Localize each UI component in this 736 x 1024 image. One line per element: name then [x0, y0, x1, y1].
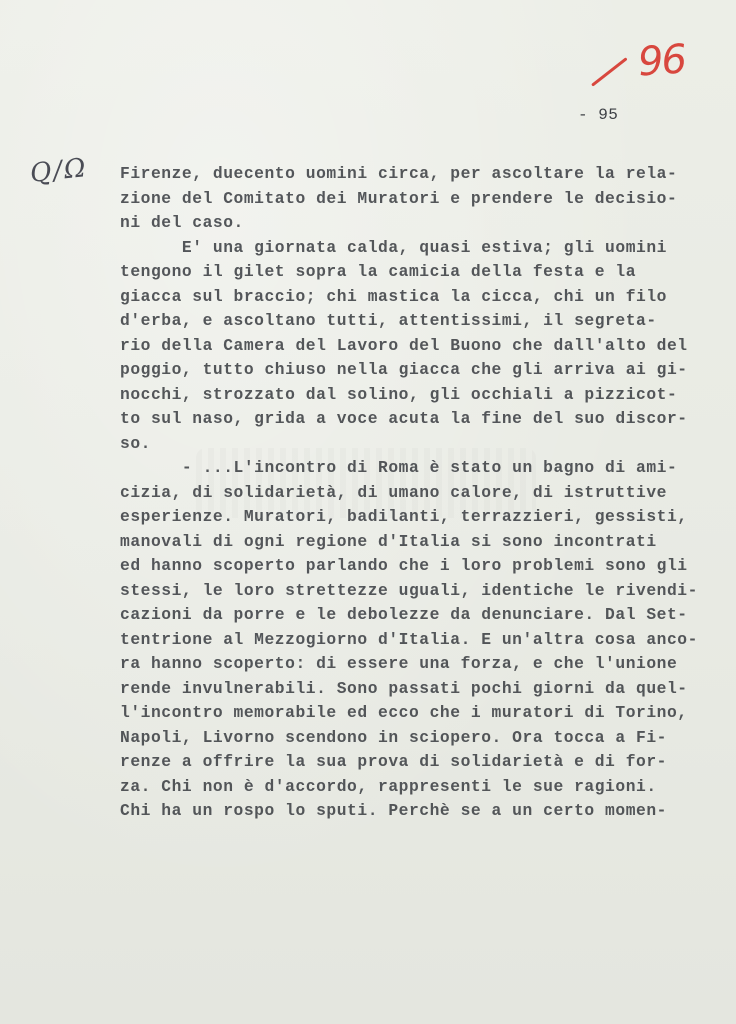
- text-line: cazioni da porre e le debolezze da denunciare. Dal Set-: [120, 605, 688, 624]
- text-line: ni del caso.: [120, 213, 244, 232]
- text-line: cizia, di solidarietà, di umano calore, di istruttive: [120, 482, 667, 502]
- text-line: renze a offrire la sua prova di solidarietà e di for-: [120, 752, 667, 771]
- text-line: l'incontro memorabile ed ecco che i muratori di Torino,: [120, 703, 688, 722]
- text-line: Napoli, Livorno scendono in sciopero. Ora tocca a Fi-: [120, 727, 667, 747]
- text-line: zione del Comitato dei Muratori e prendere le decisio-: [120, 188, 678, 208]
- text-line: za. Chi non è d'accordo, rappresenti le sue ragioni.: [120, 776, 657, 796]
- text-line: nocchi, strozzato dal solino, gli occhiali a pizzicot-: [120, 384, 678, 404]
- text-line: E' una giornata calda, quasi estiva; gli uomini: [120, 237, 667, 257]
- text-line: - ...L'incontro di Roma è stato un bagno di ami-: [120, 458, 678, 477]
- red-pencil-stroke: [591, 57, 628, 86]
- typed-text-body: [120, 162, 698, 824]
- text-line: tengono il gilet sopra la camicia della festa e la: [120, 262, 637, 281]
- text-line: giacca sul braccio; chi mastica la cicca, chi un filo: [120, 286, 667, 306]
- text-line: to sul naso, grida a voce acuta la fine del suo discor-: [120, 409, 688, 428]
- text-line: Chi ha un rospo lo sputi. Perchè se a un certo momen-: [120, 801, 667, 820]
- text-line: manovali di ogni regione d'Italia si sono incontrati: [120, 531, 657, 551]
- text-line: stessi, le loro strettezze uguali, identiche le rivendi-: [120, 580, 698, 600]
- handwritten-page-number: 96: [636, 36, 687, 86]
- text-line: poggio, tutto chiuso nella giacca che gli arriva ai gi-: [120, 360, 688, 379]
- text-line: d'erba, e ascoltano tutti, attentissimi, il segreta-: [120, 311, 657, 330]
- text-line: ra hanno scoperto: di essere una forza, e che l'unione: [120, 654, 678, 673]
- text-line: rende invulnerabili. Sono passati pochi giorni da quel-: [120, 678, 688, 698]
- text-line: Firenze, duecento uomini circa, per ascoltare la rela-: [120, 164, 678, 183]
- typed-page-number: - 95: [578, 106, 619, 124]
- margin-annotation: Q/Ω: [28, 153, 90, 189]
- text-line: ed hanno scoperto parlando che i loro problemi sono gli: [120, 556, 688, 575]
- text-line: rio della Camera del Lavoro del Buono che dall'alto del: [120, 335, 688, 355]
- text-line: esperienze. Muratori, badilanti, terrazzieri, gessisti,: [120, 507, 688, 526]
- text-line: so.: [120, 433, 151, 453]
- text-line: tentrione al Mezzogiorno d'Italia. E un'altra cosa anco-: [120, 629, 698, 649]
